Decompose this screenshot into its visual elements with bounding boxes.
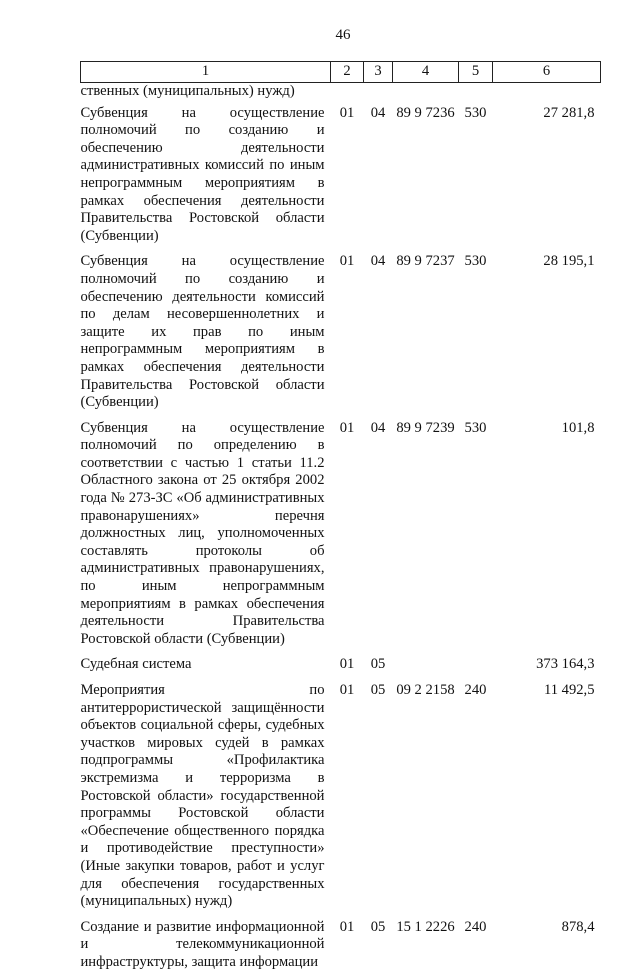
- row-pr: 05: [370, 682, 386, 698]
- row-pr: 04: [370, 104, 386, 121]
- row-csr: 89 9 7236: [396, 104, 455, 121]
- row-name: Субвенция на осуществление полномочий по определению в соответствии с частью 1 статьи 11.2 Областного закона от 25 октября 2002 года № 273-ЗС «Об административных правонарушениях» перечня должностных лиц, уполномоченных составлять протоколы об административных правонарушениях, по иным непрограммным мероприятиям в рамках обеспечения деятельности Правительства Ростовской области (Субвенции): [80, 419, 325, 647]
- row-rz: 01: [339, 918, 355, 935]
- row-vr: 240: [464, 682, 487, 698]
- row-sum: 373 164,3: [536, 656, 595, 673]
- header-col-2: 2: [331, 62, 364, 83]
- header-col-1: 1: [81, 62, 331, 83]
- row-vr: 530: [464, 104, 487, 121]
- row-name: ственных (муниципальных) нужд): [80, 83, 295, 99]
- table-row: [81, 83, 601, 105]
- header-col-3: 3: [364, 62, 393, 83]
- row-name: Мероприятия по антитеррористической защищённости объектов социальной сферы, судебных участков мировых судей в рамках подпрограммы «Профилактика экстремизма и терроризма в Ростовской области» государственной программы Ростовской области «Обеспечение общественного порядка и противодействие преступности» (Иные закупки товаров, работ и услуг для обеспечения государственных (муниципальных) нужд): [80, 682, 325, 910]
- table-row: [81, 656, 601, 682]
- header-col-5: 5: [459, 62, 493, 83]
- row-vr: [459, 83, 493, 105]
- table-header-row: [81, 62, 601, 83]
- table-row: [81, 420, 601, 657]
- row-sum: 101,8: [561, 419, 595, 436]
- header-col-4: 4: [393, 62, 459, 83]
- table-row: [81, 682, 601, 919]
- row-sum: 27 281,8: [543, 104, 595, 121]
- row-name: Создание и развитие информационной и телекоммуникационной инфраструктуры, защита информации: [80, 918, 325, 970]
- row-pr: 05: [370, 656, 386, 673]
- row-sum: 878,4: [561, 918, 595, 935]
- row-vr: [459, 656, 493, 682]
- row-pr: 05: [370, 918, 386, 935]
- row-csr: [393, 656, 459, 682]
- row-vr: 530: [464, 253, 487, 270]
- table-row: [81, 253, 601, 419]
- row-pr: 04: [370, 419, 386, 436]
- row-rz: 01: [339, 656, 355, 673]
- page-number: 46: [335, 27, 351, 43]
- row-sum: [493, 83, 601, 105]
- row-csr: 09 2 2158: [396, 682, 455, 698]
- row-name: Субвенция на осуществление полномочий по созданию и обеспечению деятельности комиссий по делам несовершеннолетних и защите их прав по иным непрограммным мероприятиям в рамках обеспечения деятельности Правительства Ростовской области (Субвенции): [80, 253, 325, 411]
- row-pr: 04: [370, 253, 386, 270]
- row-sum: 11 492,5: [543, 682, 595, 698]
- row-csr: [393, 83, 459, 105]
- table-row: [81, 105, 601, 254]
- row-pr: [364, 83, 393, 105]
- row-sum: 28 195,1: [543, 253, 595, 270]
- row-rz: 01: [339, 253, 355, 270]
- row-name: Субвенция на осуществление полномочий по созданию и обеспечению деятельности административных комиссий по иным непрограммным мероприятиям в рамках обеспечения деятельности Правительства Ростовской области (Субвенции): [80, 104, 325, 244]
- budget-table: [80, 61, 601, 980]
- row-rz: 01: [339, 682, 355, 698]
- row-csr: 89 9 7239: [396, 419, 455, 436]
- row-rz: 01: [339, 419, 355, 436]
- row-vr: 240: [464, 918, 487, 935]
- table-row: [81, 919, 601, 980]
- row-name: Судебная система: [80, 656, 192, 673]
- row-vr: 530: [464, 419, 487, 436]
- row-rz: 01: [339, 104, 355, 121]
- row-csr: 89 9 7237: [396, 253, 455, 270]
- row-csr: 15 1 2226: [396, 918, 455, 935]
- header-col-6: 6: [493, 62, 601, 83]
- row-rz: [331, 83, 364, 105]
